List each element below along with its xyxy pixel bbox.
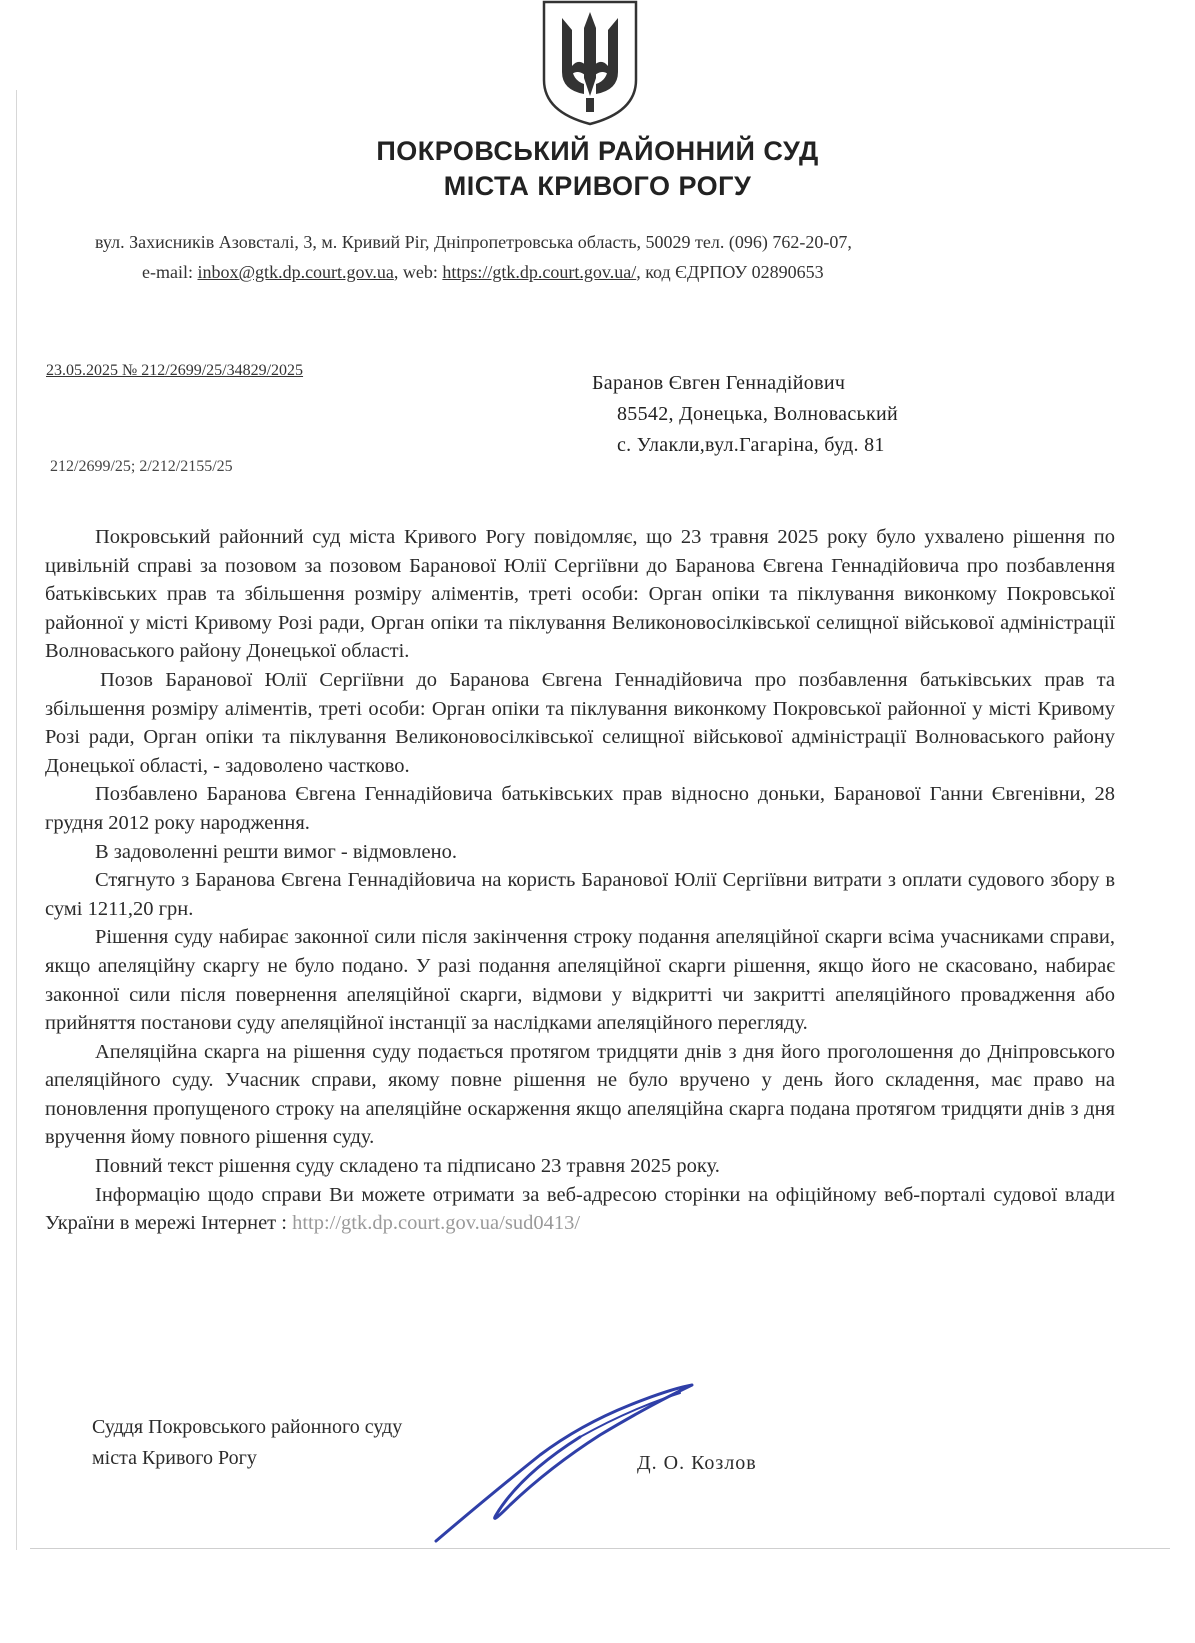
registration-number: 23.05.2025 № 212/2699/25/34829/2025	[46, 362, 304, 379]
scan-edge-line	[16, 90, 17, 1550]
info-text: Інформацію щодо справи Ви можете отримати за веб-адресою сторінки на офіційному веб-порталі судової влади України в мережі Інтернет :	[45, 1183, 1115, 1235]
handwritten-signature-icon	[430, 1375, 700, 1545]
paragraph-appeal: Апеляційна скарга на рішення суду подається протягом тридцяти днів з дня його проголошення до Дніпровського апеляційного суду. Учасник справи, якому повне рішення не було вручено у день його складення, має право на поновлення пропущеного строку на апеляційне оскарження якщо апеляційна скарга подана протягом тридцяти днів з дня вручення йому повного рішення суду.	[45, 1040, 1115, 1149]
recipient-address-line2: с. Улакли,вул.Гагаріна, буд. 81	[617, 434, 885, 456]
recipient-name: Баранов Євген Геннадійович	[592, 372, 846, 394]
paragraph-deprivation: Позбавлено Баранова Євгена Геннадійовича батьківських прав відносно доньки, Баранової Ганни Євгенівни, 28 грудня 2012 року народження.	[45, 783, 1115, 834]
web-label: , web:	[393, 262, 443, 282]
paragraph-info	[45, 1181, 1115, 1238]
paragraph-claim: Позов Баранової Юлії Сергіївни до Баранова Євгена Геннадійовича про позбавлення батьківських прав та збільшення розміру аліментів, треті особи: Орган опіки та піклування виконкому Покровської районної у місті Кривому Розі ради, Орган опіки та піклування Великоновосілківської селищної військової адміністрації Волноваського району Донецької області, - задоволено частково.	[45, 668, 1115, 777]
case-info-link[interactable]: http://gtk.dp.court.gov.ua/sud0413/	[292, 1212, 581, 1235]
recipient-address-line1: 85542, Донецька, Волноваський	[617, 403, 898, 425]
edrpou-code: , код ЄДРПОУ 02890653	[636, 262, 824, 282]
judge-name: Д. О. Козлов	[637, 1452, 757, 1474]
paragraph-effect: Рішення суду набирає законної сили після закінчення строку подання апеляційної скарги всіма учасниками справи, якщо апеляційну скаргу не було подано. У разі подання апеляційної скарги рішення, якщо його не скасовано, набирає законної сили після повернення апеляційної скарги, відмови у відкритті чи закритті апеляційного провадження або прийняття постанови суду апеляційної інстанції за наслідками апеляційного перегляду.	[45, 926, 1115, 1035]
paragraph-notice: Покровський районний суд міста Кривого Рогу повідомляє, що 23 травня 2025 року було ухвалено рішення по цивільній справі за позовом за позовом Баранової Юлії Сергіївни до Баранова Євгена Геннадійовича про позбавлення батьківських прав та збільшення розміру аліментів, треті особи: Орган опіки та піклування виконкому Покровської районної у місті Кривому Розі ради, Орган опіки та піклування Великоновосілківської селищної військової адміністрації Волноваського району Донецької області.	[45, 526, 1115, 663]
coat-of-arms-icon	[540, 0, 640, 126]
court-address: вул. Захисників Азовсталі, 3, м. Кривий Ріг, Дніпропетровська область, 50029 тел. (096) 762-20-07,	[95, 232, 852, 252]
court-contacts	[142, 262, 1162, 283]
page-bottom-line	[30, 1548, 1170, 1549]
judge-title-line1: Суддя Покровського районного суду	[92, 1416, 403, 1438]
web-link[interactable]: https://gtk.dp.court.gov.ua/	[442, 262, 637, 282]
judge-title-line2: міста Кривого Рогу	[92, 1447, 257, 1469]
paragraph-rejected: В задоволенні решти вимог - відмовлено.	[95, 840, 457, 863]
email-label: e-mail:	[142, 262, 198, 282]
case-numbers: 212/2699/25; 2/212/2155/25	[50, 458, 233, 475]
paragraph-fee: Стягнуто з Баранова Євгена Геннадійовича на користь Баранової Юлії Сергіївни витрати з оплати судового збору в сумі 1211,20 грн.	[45, 869, 1115, 920]
court-name-line2: МІСТА КРИВОГО РОГУ	[443, 171, 752, 201]
paragraph-full-text: Повний текст рішення суду складено та підписано 23 травня 2025 року.	[95, 1155, 720, 1178]
court-name-line1: ПОКРОВСЬКИЙ РАЙОННИЙ СУД	[376, 136, 819, 166]
email-link[interactable]: inbox@gtk.dp.court.gov.ua	[197, 262, 394, 282]
letter-body	[45, 523, 1115, 1238]
